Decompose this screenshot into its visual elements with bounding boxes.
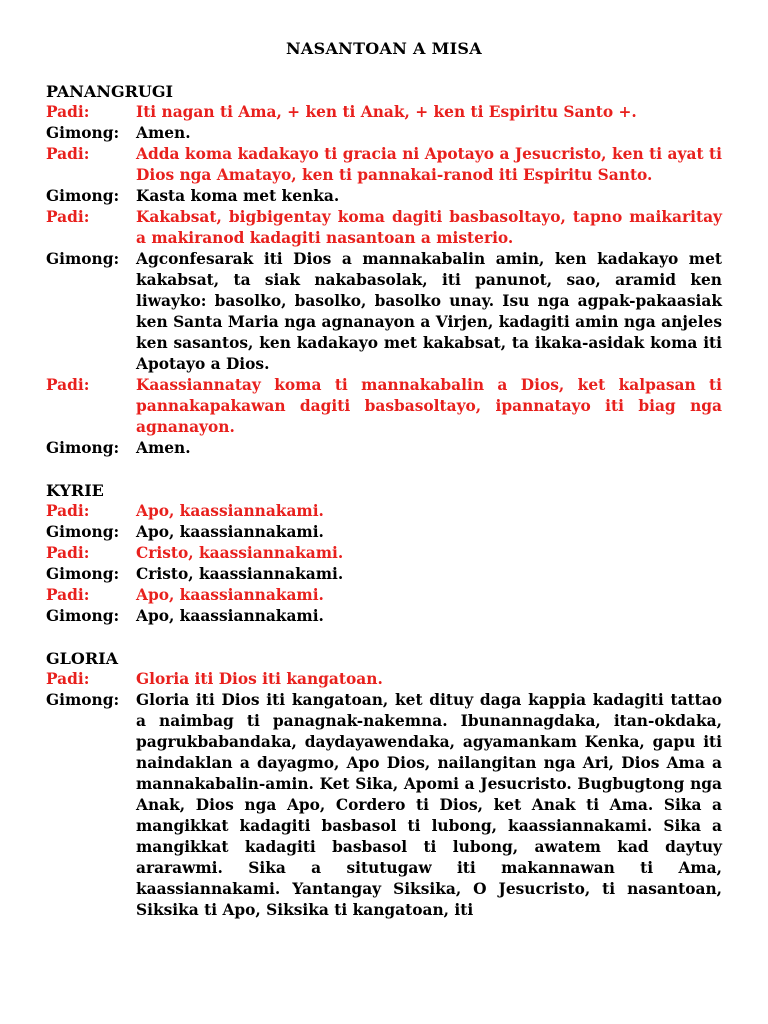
priest-line [46,543,722,564]
line-text: Apo, kaassiannakami. [136,607,324,625]
priest-line [46,144,722,186]
speaker-label: Padi: [46,208,90,226]
priest-line [46,669,722,690]
priest-line [46,585,722,606]
section-heading: GLORIA [46,649,119,668]
speaker-label: Gimong: [46,565,120,583]
line-text: Agconfesarak iti Dios a mannakabalin amin, ken kadakayo met kakabsat, ta siak nakabasolak, iti panunot, sao, aramid ken liwayko: basolko, basolko, basolko unay. Isu nga agpak-pakaasiak ken Santa Maria nga agnanayon a Virjen, kadagiti amin nga anjeles ken sasantos, ken kadakayo met kakabsat, ta ikaka-asidak koma iti Apotayo a Dios. [136,250,722,373]
speaker-label: Gimong: [46,187,120,205]
line-text: Amen. [136,124,191,142]
line-text: Gloria iti Dios iti kangatoan, ket dituy daga kappia kadagiti tattao a naimbag ti panagnak-nakemna. Ibunannagdaka, itan-okdaka, pagrukbabandaka, daydayawendaka, agyamankam Kenka, gapu iti naindaklan a dayagmo, Apo Dios, nailangitan nga Ari, Dios Ama a mannakabalin-amin. Ket Sika, Apomi a Jesucristo. Bugbugtong nga Anak, Dios nga Apo, Cordero ti Dios, ket Anak ti Ama. Sika a mangikkat kadagiti basbasol ti lubong, kaassiannakami. Sika a mangikkat kadagiti basbasol ti lubong, awatem kad daytuy ararawmi. Sika a situtugaw iti makannawan ti Ama, kaassiannakami. Yantangay Siksika, O Jesucristo, ti nasantoan, Siksika ti Apo, Siksika ti kangatoan, iti [136,691,722,919]
speaker-label: Gimong: [46,250,120,268]
priest-line [46,102,722,123]
speaker-label: Gimong: [46,691,120,709]
line-text: Adda koma kadakayo ti gracia ni Apotayo a Jesucristo, ken ti ayat ti Dios nga Amatayo, ken ti pannakai-ranod iti Espiritu Santo. [136,145,722,184]
speaker-label: Padi: [46,586,90,604]
people-line [46,123,722,144]
speaker-label: Gimong: [46,439,120,457]
speaker-label: Gimong: [46,607,120,625]
priest-line [46,375,722,438]
document-title: NASANTOAN A MISA [285,39,483,58]
speaker-label: Padi: [46,502,90,520]
section-gloria [46,648,722,921]
line-text: Amen. [136,439,191,457]
line-text: Kasta koma met kenka. [136,187,340,205]
line-text: Cristo, kaassiannakami. [136,544,344,562]
line-text: Cristo, kaassiannakami. [136,565,344,583]
priest-line [46,207,722,249]
section-panangrugi [46,81,722,459]
speaker-label: Padi: [46,145,90,163]
liturgy-sections [46,81,722,921]
priest-line [46,501,722,522]
speaker-label: Padi: [46,544,90,562]
people-line [46,249,722,375]
line-text: Apo, kaassiannakami. [136,502,324,520]
people-line [46,522,722,543]
section-kyrie [46,480,722,627]
line-text: Gloria iti Dios iti kangatoan. [136,670,383,688]
speaker-label: Padi: [46,670,90,688]
line-text: Kaassiannatay koma ti mannakabalin a Dios, ket kalpasan ti pannakapakawan dagiti basbasoltayo, ipannatayo iti biag nga agnanayon. [136,376,722,436]
section-heading: PANANGRUGI [46,82,174,101]
speaker-label: Padi: [46,103,90,121]
speaker-label: Gimong: [46,523,120,541]
people-line [46,186,722,207]
people-line [46,606,722,627]
line-text: Apo, kaassiannakami. [136,586,324,604]
people-line [46,438,722,459]
line-text: Iti nagan ti Ama, + ken ti Anak, + ken ti Espiritu Santo +. [136,103,637,121]
people-line [46,690,722,921]
line-text: Kakabsat, bigbigentay koma dagiti basbasoltayo, tapno maikaritay a makiranod kadagiti nasantoan a misterio. [136,208,722,247]
line-text: Apo, kaassiannakami. [136,523,324,541]
people-line [46,564,722,585]
section-heading: KYRIE [46,481,104,500]
speaker-label: Gimong: [46,124,120,142]
speaker-label: Padi: [46,376,90,394]
